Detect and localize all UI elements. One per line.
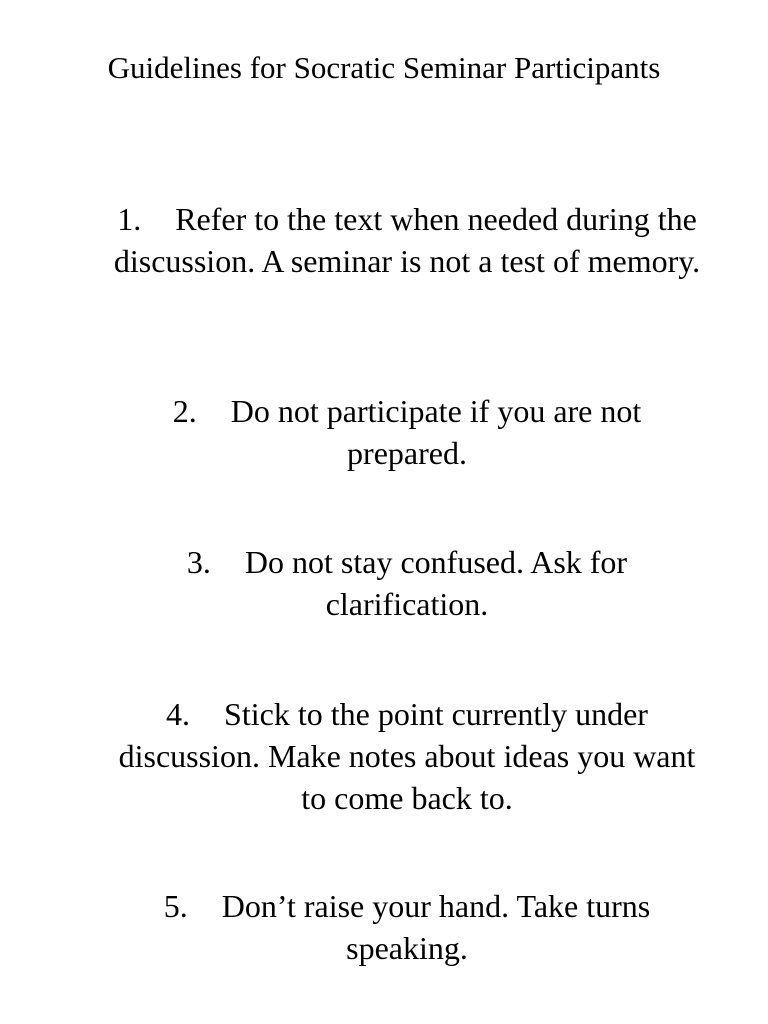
guideline-text: Refer to the text when needed during the discussion. A seminar is not a test of memory.: [113, 201, 701, 279]
guideline-number: 2.: [172, 393, 197, 429]
guideline-item-2: [112, 390, 702, 474]
guideline-number: 4.: [166, 696, 191, 732]
guideline-text: Do not stay confused. Ask for clarification.: [244, 544, 628, 622]
page-title: Guidelines for Socratic Seminar Participants: [107, 50, 661, 85]
guideline-item-4: [112, 693, 702, 819]
guideline-text: Stick to the point currently under discussion. Make notes about ideas you want to come back to.: [118, 696, 696, 816]
guideline-number: 3.: [186, 544, 211, 580]
guideline-item-3: [112, 541, 702, 625]
guideline-number: 1.: [117, 201, 142, 237]
guideline-item-5: [112, 885, 702, 969]
guideline-text: Don’t raise your hand. Take turns speaking.: [221, 888, 651, 966]
guideline-item-1: [112, 198, 702, 282]
guideline-text: Do not participate if you are not prepared.: [230, 393, 642, 471]
guideline-number: 5.: [163, 888, 188, 924]
